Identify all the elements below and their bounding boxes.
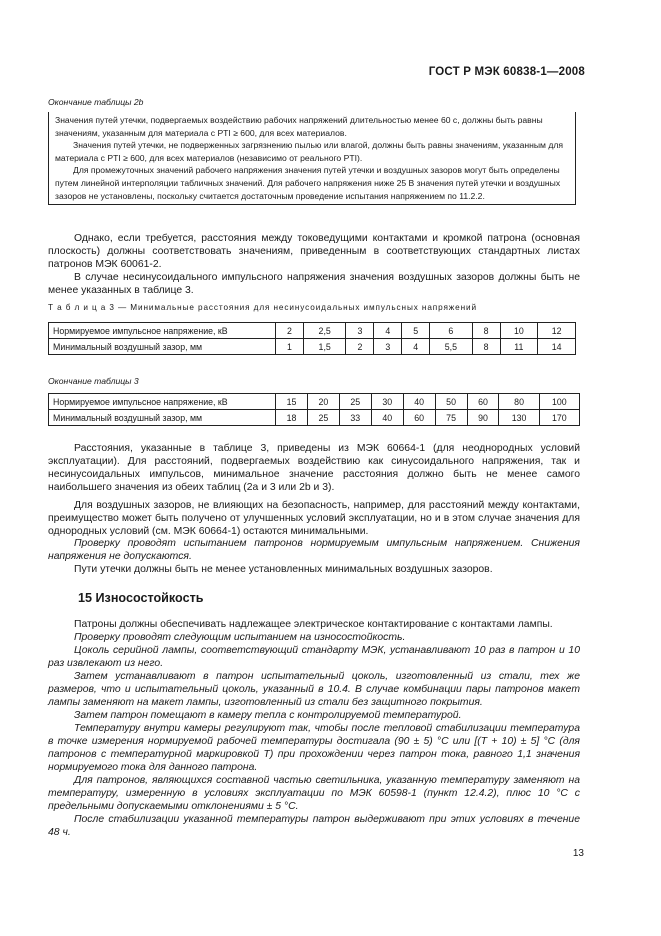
table-cell: 12 <box>538 323 576 339</box>
table-cell: 170 <box>539 410 579 426</box>
paragraph: Расстояния, указанные в таблице 3, приведены из МЭК 60664-1 (для неоднородных условий эксплуатации). Для расстояний, подвергаемых воздействию как синусоидального напряжения, так и несинусоидальных импульсов, минимальное значение расстояния должно быть не менее самого наибольшего значения из обеих таблиц (2а и 3 или 2b и 3). <box>48 443 580 493</box>
table-cell: 4 <box>402 339 430 355</box>
paragraph: Затем патрон помещают в камеру тепла с контролируемой температурой. <box>74 710 462 721</box>
table-cell: 2,5 <box>303 323 346 339</box>
paragraph: Затем устанавливают в патрон испытательный цоколь, изготовленный из стали, тех же размеров, что и испытательный цоколь, указанный в 10.4. В случае комбинации пары патронов макет лампы заменяют на макет лампы, изготовленный из стали без защитного покрытия. <box>48 671 580 708</box>
table-cell: 30 <box>371 394 403 410</box>
table-2b-continuation-caption: Окончание таблицы 2b <box>48 97 144 107</box>
table-cell: 8 <box>472 339 500 355</box>
row-label: Нормируемое импульсное напряжение, кВ <box>49 323 276 339</box>
table-cell: 6 <box>430 323 473 339</box>
table-row <box>49 339 576 355</box>
table-row <box>49 323 576 339</box>
table-cell: 50 <box>435 394 467 410</box>
table-cell: 100 <box>539 394 579 410</box>
table-note: Значения путей утечки, подвергаемых воздействию рабочих напряжений длительностью менее 60 с, должны быть равны значениям, указанным для материала с PTI ≥ 600, для всех материалов. <box>55 115 543 138</box>
table-cell: 25 <box>339 394 371 410</box>
section-15-heading: 15 Износостойкость <box>78 591 204 605</box>
table-cell: 5,5 <box>430 339 473 355</box>
page-number: 13 <box>572 848 584 859</box>
table-cell: 20 <box>307 394 339 410</box>
table-cell: 11 <box>500 339 538 355</box>
paragraph: Пути утечки должны быть не менее установленных минимальных воздушных зазоров. <box>74 564 493 575</box>
paragraph: Проверку проводят следующим испытанием на износостойкость. <box>74 632 406 643</box>
paragraph: Для воздушных зазоров, не влияющих на безопасность, например, для расстояний между контактами, преимущество может быть получено от улучшенных условий эксплуатации, но и в этом случае значения для однородных условий (см. МЭК 60664-1) остаются минимальными. <box>48 500 580 537</box>
table-cell: 80 <box>499 394 539 410</box>
table-cell: 75 <box>435 410 467 426</box>
table-row <box>49 410 580 426</box>
table-row <box>49 394 580 410</box>
table-cell: 4 <box>374 323 402 339</box>
table-3-part-2 <box>48 393 580 426</box>
table-cell: 10 <box>500 323 538 339</box>
table-cell: 2 <box>276 323 304 339</box>
paragraph: Цоколь серийной лампы, соответствующий стандарту МЭК, устанавливают 10 раз в патрон и 10 раз извлекают из него. <box>48 645 580 669</box>
row-label: Нормируемое импульсное напряжение, кВ <box>49 394 276 410</box>
row-label: Минимальный воздушный зазор, мм <box>49 410 276 426</box>
table-note: Значения путей утечки, не подверженных загрязнению пылью или влагой, должны быть равны значениям, указанным для материала с PTI ≥ 600, для всех материалов (независимо от реального PTI). <box>55 140 564 163</box>
table-3-continuation-caption: Окончание таблицы 3 <box>48 376 139 386</box>
paragraph: Для патронов, являющихся составной частью светильника, указанную температуру заменяют на температуру, измеренную в условиях эксплуатации по МЭК 60598-1 (пункт 12.4.2), плюс 10 °С с предельными допускаемыми отклонениями ± 5 °С. <box>48 775 580 812</box>
table-cell: 18 <box>276 410 308 426</box>
paragraph: В случае несинусоидального импульсного напряжения значения воздушных зазоров должны быть не менее указанных в таблице 3. <box>48 272 580 296</box>
table-3-caption: Т а б л и ц а 3 — Минимальные расстояния для несинусоидальных импульсных напряжений <box>48 303 477 312</box>
table-cell: 60 <box>403 410 435 426</box>
table-cell: 90 <box>467 410 499 426</box>
table-2b-notes <box>48 112 576 205</box>
document-header: ГОСТ Р МЭК 60838-1—2008 <box>428 66 585 78</box>
table-note: Для промежуточных значений рабочего напряжения значения путей утечки и воздушных зазоров могут быть определены путем линейной интерполяции табличных значений. Для рабочего напряжения ниже 25 В значения путей утечки и воздушных зазоров не установлены, поскольку считается достаточным проведение испытания напряжением по 11.2.2. <box>55 165 561 201</box>
table-cell: 2 <box>346 339 374 355</box>
table-cell: 60 <box>467 394 499 410</box>
table-cell: 8 <box>472 323 500 339</box>
table-cell: 15 <box>276 394 308 410</box>
table-cell: 33 <box>339 410 371 426</box>
table-cell: 25 <box>307 410 339 426</box>
table-cell: 14 <box>538 339 576 355</box>
table-cell: 40 <box>371 410 403 426</box>
paragraph: Патроны должны обеспечивать надлежащее электрическое контактирование с контактами лампы. <box>74 619 553 630</box>
paragraph: Температуру внутри камеры регулируют так, чтобы после тепловой стабилизации температура в точке измерения нормируемой рабочей температуры достигала (90 ± 5) °С или [(T + 10) ± 5] °С (для патронов с температурной маркировкой T) при прохождении через патрон тока, равного 1,1 значения нормируемого тока для данного патрона. <box>48 723 580 773</box>
table-3-part-1 <box>48 322 576 355</box>
table-cell: 1 <box>276 339 304 355</box>
table-cell: 3 <box>346 323 374 339</box>
paragraph: После стабилизации указанной температуры патрон выдерживают при этих условиях в течение 48 ч. <box>48 814 580 838</box>
table-cell: 3 <box>374 339 402 355</box>
table-cell: 5 <box>402 323 430 339</box>
table-cell: 130 <box>499 410 539 426</box>
paragraph: Проверку проводят испытанием патронов нормируемым импульсным напряжением. Снижения напряжения не допускаются. <box>48 538 580 562</box>
row-label: Минимальный воздушный зазор, мм <box>49 339 276 355</box>
paragraph: Однако, если требуется, расстояния между токоведущими контактами и кромкой патрона (основная плоскость) должны соответствовать значениям, приведенным в соответствующих стандартных листах патронов МЭК 60061-2. <box>48 233 580 270</box>
table-cell: 40 <box>403 394 435 410</box>
table-cell: 1,5 <box>303 339 346 355</box>
